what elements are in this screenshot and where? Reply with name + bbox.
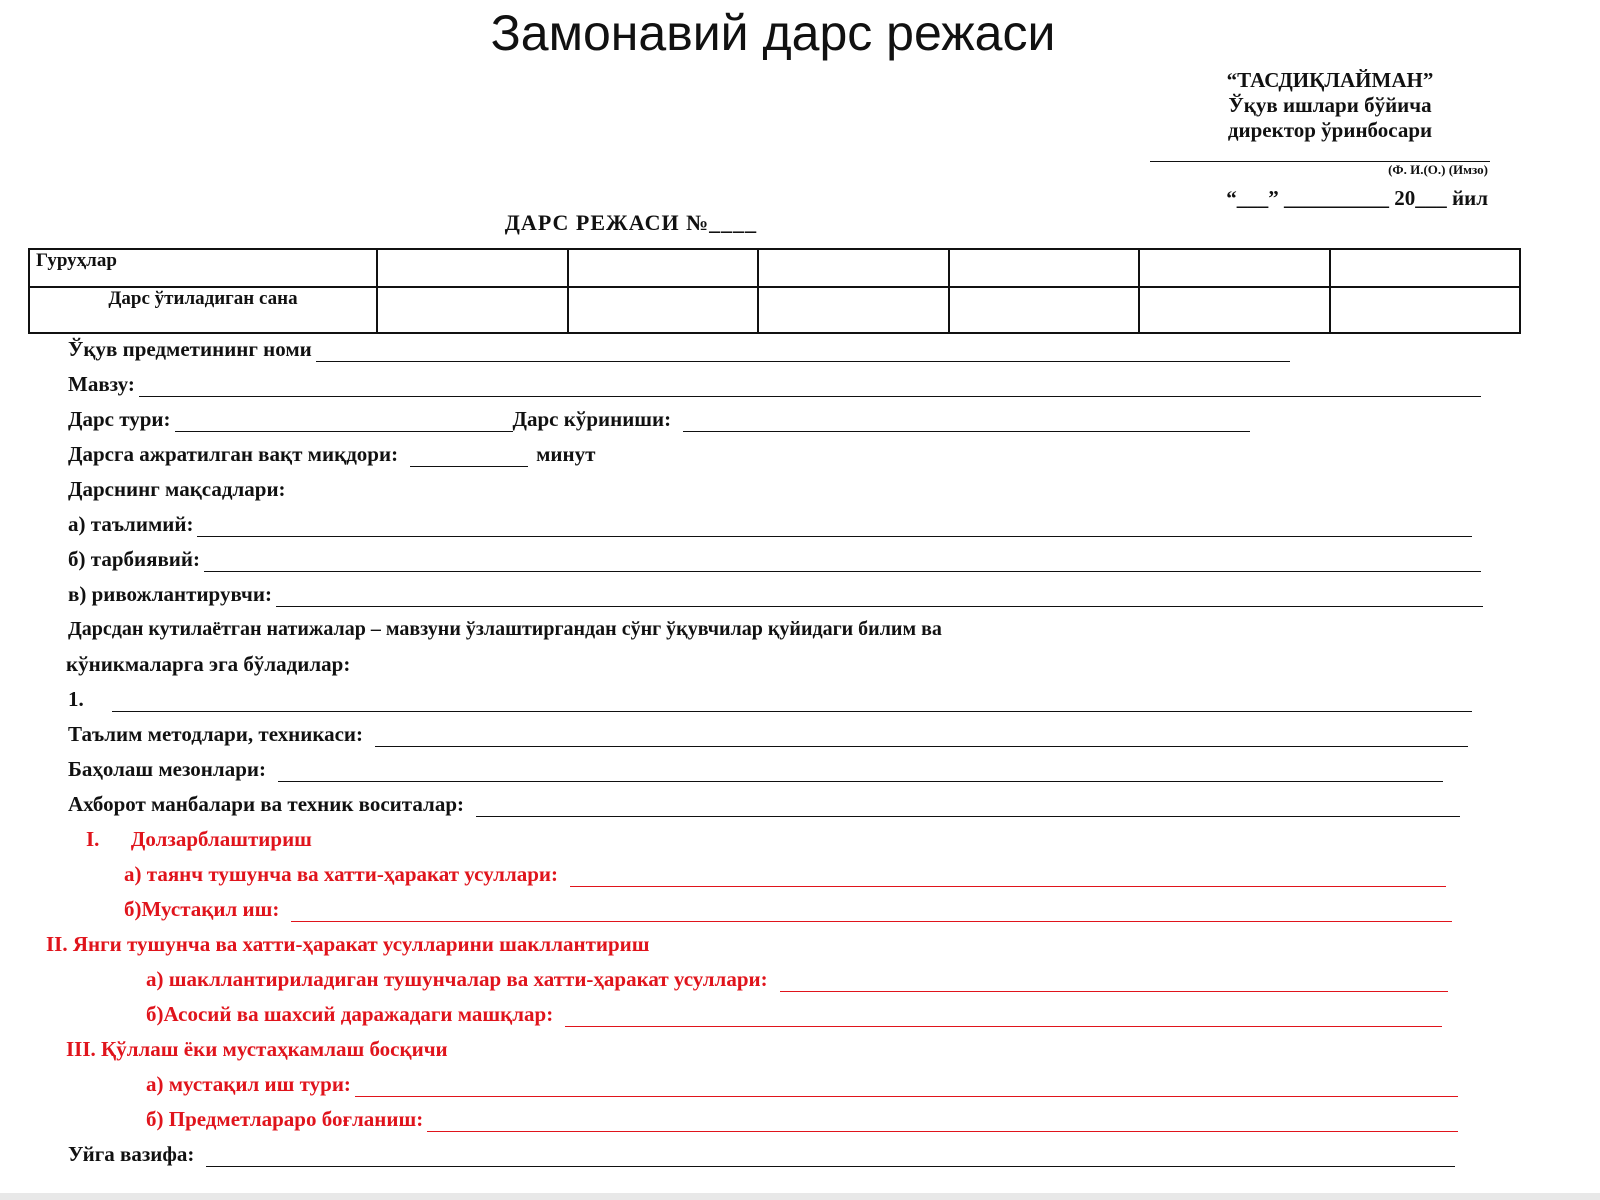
homework-input-line[interactable] xyxy=(206,1148,1455,1167)
stage-3b-field xyxy=(146,1106,1458,1132)
lesson-type-input-line[interactable] xyxy=(175,413,513,432)
groups-label: Гуруҳлар xyxy=(29,249,377,287)
time-unit: минут xyxy=(536,442,596,466)
stage-3a-field xyxy=(146,1071,1458,1097)
lesson-type-field xyxy=(68,406,1250,432)
plan-heading: ДАРС РЕЖАСИ №____ xyxy=(504,210,758,235)
table-cell[interactable] xyxy=(758,249,949,287)
approval-line-2: директор ўринбосари xyxy=(1227,118,1433,142)
methods-label: Таълим методлари, техникаси: xyxy=(68,722,364,746)
table-cell[interactable] xyxy=(568,249,759,287)
stage-2-heading: II. Янги тушунча ва хатти-ҳаракат усулларини шакллантириш xyxy=(46,932,650,956)
goal-c-input-line[interactable] xyxy=(276,588,1483,607)
stage-1-heading: I. Долзарблаштириш xyxy=(86,827,312,851)
time-input-line[interactable] xyxy=(410,448,528,467)
table-cell[interactable] xyxy=(1139,249,1330,287)
methods-input-line[interactable] xyxy=(375,728,1468,747)
date-label: Дарс ўтиладиган сана xyxy=(29,287,377,333)
table-cell[interactable] xyxy=(1330,287,1521,333)
goal-a-field xyxy=(68,511,1472,537)
stage-1a-input-line[interactable] xyxy=(570,868,1446,887)
lesson-form-label: Дарс кўриниши: xyxy=(512,407,672,431)
stage-1b-label: б)Мустақил иш: xyxy=(124,897,280,921)
subject-label: Ўқув предметининг номи xyxy=(68,337,312,361)
methods-field xyxy=(68,721,1468,747)
goal-b-input-line[interactable] xyxy=(204,553,1481,572)
sources-label: Ахборот манбалари ва техник воситалар: xyxy=(68,792,464,816)
goal-b-label: б) тарбиявий: xyxy=(68,547,200,571)
stage-2b-label: б)Асосий ва шахсий даражадаги машқлар: xyxy=(146,1002,554,1026)
sources-input-line[interactable] xyxy=(476,798,1460,817)
criteria-label: Баҳолаш мезонлари: xyxy=(68,757,266,781)
goal-c-label: в) ривожлантирувчи: xyxy=(68,582,272,606)
table-cell[interactable] xyxy=(1139,287,1330,333)
stage-2a-label: а) шакллантириладиган тушунчалар ва хатти-ҳаракат усуллари: xyxy=(146,967,768,991)
goal-a-label: а) таълимий: xyxy=(68,512,194,536)
table-cell[interactable] xyxy=(377,287,568,333)
stage-1a-label: а) таянч тушунча ва хатти-ҳаракат усуллари: xyxy=(124,862,559,886)
stage-1a-field xyxy=(124,861,1446,887)
outcomes-text-continued: кўникмаларга эга бўладилар: xyxy=(66,652,351,676)
goal-a-input-line[interactable] xyxy=(197,518,1472,537)
slide-bottom-edge xyxy=(0,1193,1600,1200)
table-cell[interactable] xyxy=(758,287,949,333)
goal-c-field xyxy=(68,581,1483,607)
subject-input-line[interactable] xyxy=(316,343,1290,362)
groups-table xyxy=(28,248,1521,334)
approval-line-1: Ўқув ишлари бўйича xyxy=(1228,93,1432,117)
outcome-item-1 xyxy=(68,686,1472,712)
lesson-form-input-line[interactable] xyxy=(683,413,1250,432)
approval-date: “___” __________ 20___ йил xyxy=(1226,186,1488,210)
outcomes-text: Дарсдан кутилаётган натижалар – мавзуни ўзлаштиргандан сўнг ўқувчилар қуйидаги билим ва xyxy=(68,618,942,640)
stage-3a-input-line[interactable] xyxy=(355,1078,1458,1097)
topic-label: Мавзу: xyxy=(68,372,135,396)
outcome-item-number: 1. xyxy=(68,687,84,711)
criteria-field xyxy=(68,756,1443,782)
table-cell[interactable] xyxy=(1330,249,1521,287)
table-row xyxy=(29,287,1520,333)
table-cell[interactable] xyxy=(949,287,1140,333)
signature-caption: (Ф. И.(О.) (Имзо) xyxy=(1388,162,1488,177)
topic-field xyxy=(68,371,1481,397)
stage-3a-label: а) мустақил иш тури: xyxy=(146,1072,351,1096)
table-cell[interactable] xyxy=(568,287,759,333)
stage-2a-input-line[interactable] xyxy=(780,973,1448,992)
stage-3b-input-line[interactable] xyxy=(427,1113,1458,1132)
lesson-type-label: Дарс тури: xyxy=(68,407,171,431)
stage-3b-label: б) Предметлараро боғланиш: xyxy=(146,1107,424,1131)
homework-label: Уйга вазифа: xyxy=(68,1142,195,1166)
subject-field xyxy=(68,336,1290,362)
homework-field xyxy=(68,1141,1455,1167)
time-field xyxy=(68,441,968,467)
table-row xyxy=(29,249,1520,287)
goals-heading: Дарснинг мақсадлари: xyxy=(68,477,286,501)
slide-title: Замонавий дарс режаси xyxy=(490,5,1056,61)
approval-block xyxy=(1150,68,1510,211)
stage-1b-input-line[interactable] xyxy=(291,903,1452,922)
approval-heading: “ТАСДИҚЛАЙМАН” xyxy=(1226,68,1434,92)
table-cell[interactable] xyxy=(949,249,1140,287)
stage-2b-input-line[interactable] xyxy=(565,1008,1442,1027)
stage-2a-field xyxy=(146,966,1448,992)
stage-2b-field xyxy=(146,1001,1442,1027)
topic-input-line[interactable] xyxy=(139,378,1481,397)
stage-1b-field xyxy=(124,896,1452,922)
sources-field xyxy=(68,791,1460,817)
goal-b-field xyxy=(68,546,1481,572)
outcome-item-input-line[interactable] xyxy=(112,693,1472,712)
stage-3-heading: III. Қўллаш ёки мустаҳкамлаш босқичи xyxy=(66,1037,448,1061)
table-cell[interactable] xyxy=(377,249,568,287)
time-label: Дарсга ажратилган вақт миқдори: xyxy=(68,442,399,466)
criteria-input-line[interactable] xyxy=(278,763,1443,782)
